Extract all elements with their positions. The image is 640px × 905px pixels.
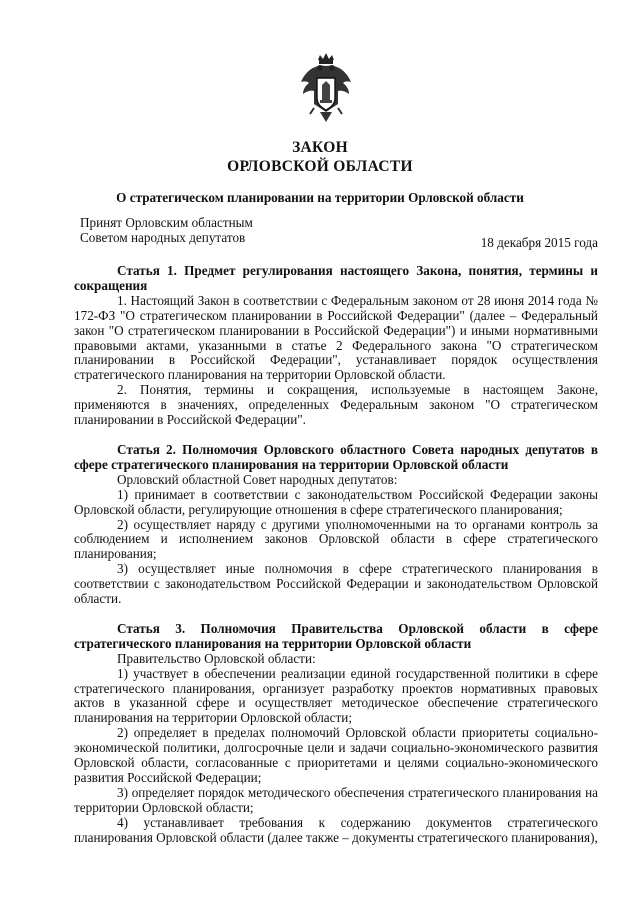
paragraph: 2) определяет в пределах полномочий Орловской области приоритеты социально-экономической политики, долгосрочные цели и задачи социально-экономического развития Орловской области, согласованные с приоритетами и целями социально-экономического развития Российской Федерации; — [74, 725, 598, 785]
adoption-line: Советом народных депутатов — [80, 230, 246, 245]
paragraph: Орловский областной Совет народных депутатов: — [117, 471, 398, 487]
article-heading: Статья 3. Полномочия Правительства Орловской области в сфере стратегического планирования на территории Орловской области — [74, 620, 598, 651]
law-subtitle: О стратегическом планировании на территории Орловской области — [116, 190, 524, 205]
paragraph: 3) осуществляет иные полномочия в сфере стратегического планирования в соответствии с законодательством Российской Федерации и законодательством Орловской области. — [74, 561, 598, 607]
paragraph: 3) определяет порядок методического обеспечения стратегического планирования на территории Орловской области; — [74, 784, 598, 815]
doc-type-title: ЗАКОН — [292, 139, 348, 156]
paragraph: 1) участвует в обеспечении реализации единой государственной политики в сфере стратегического планирования, организует разработку проектов нормативных правовых актов в указанной сфере и осуществляет методическое обеспечение стратегического планирования на территории Орловской области; — [74, 665, 598, 726]
paragraph: Правительство Орловской области: — [117, 650, 316, 666]
paragraph: 4) устанавливает требования к содержанию документов стратегического планирования Орловской области (далее также – документы стратегического планирования), — [74, 814, 598, 845]
paragraph: 2) осуществляет наряду с другими уполномоченными на то органами контроль за соблюдением и исполнением законов Орловской области в сфере стратегического планирования; — [74, 516, 598, 562]
paragraph: 2. Понятия, термины и сокращения, используемые в настоящем Законе, применяются в значениях, определенных Федеральным законом "О стратегическом планировании в Российской Федерации". — [74, 382, 598, 428]
article-heading: Статья 1. Предмет регулирования настоящего Закона, понятия, термины и сокращения — [74, 263, 598, 293]
region-title: ОРЛОВСКОЙ ОБЛАСТИ — [227, 158, 413, 175]
adoption-date: 18 декабря 2015 года — [480, 235, 598, 250]
paragraph: 1) принимает в соответствии с законодательством Российской Федерации законы Орловской области, регулирующие отношения в сфере стратегического планирования; — [74, 486, 598, 517]
article-heading: Статья 2. Полномочия Орловского областного Совета народных депутатов в сфере стратегического планирования на территории Орловской области — [74, 441, 598, 472]
coat-of-arms-icon — [298, 52, 354, 128]
adoption-line: Принят Орловским областным — [80, 215, 253, 230]
paragraph: 1. Настоящий Закон в соответствии с Федеральным законом от 28 июня 2014 года № 172-ФЗ "О стратегическом планировании в Российской Федерации" (далее – Федеральный закон "О стратегическом планировании в Российской Федерации") и иными нормативными правовыми актами, указанными в статье 2 Федерального закона "О стратегическом планировании в Российской Федерации", устанавливает порядок осуществления стратегического планирования на территории Орловской области. — [74, 292, 598, 383]
adoption-block — [80, 215, 253, 245]
law-body — [74, 264, 598, 846]
